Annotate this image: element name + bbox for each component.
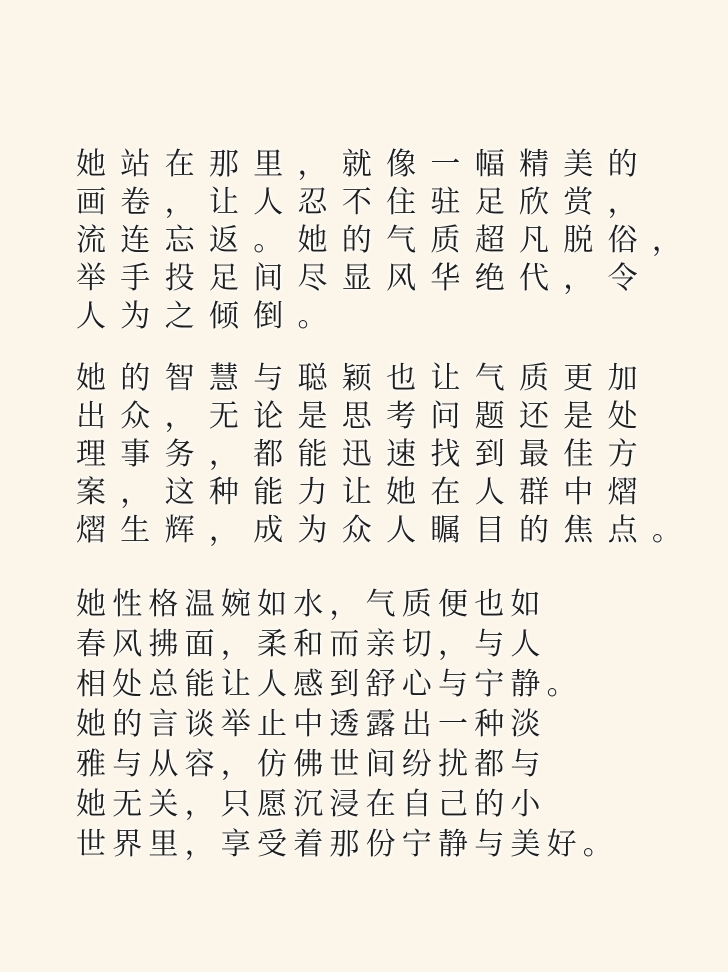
text-line: 案，这种能力让她在人群中熠	[76, 475, 652, 510]
text-line: 相处总能让人感到舒心与宁静。	[76, 667, 583, 702]
text-line: 画卷，让人忍不住驻足欣赏，	[76, 185, 652, 220]
text-line: 熠生辉，成为众人瞩目的焦点。	[76, 513, 697, 548]
corner-watermark-mark	[700, 960, 720, 966]
text-line: 举手投足间尽显风华绝代，令	[76, 261, 652, 296]
text-line: 她无关，只愿沉浸在自己的小	[76, 787, 547, 822]
text-line: 她的智慧与聪颖也让气质更加	[76, 361, 652, 396]
text-line: 世界里，享受着那份宁静与美好。	[76, 827, 619, 862]
text-line: 春风拂面，柔和而亲切，与人	[76, 627, 547, 662]
text-line: 雅与从容，仿佛世间纷扰都与	[76, 747, 547, 782]
text-line: 出众，无论是思考问题还是处	[76, 399, 652, 434]
text-line: 她站在那里，就像一幅精美的	[76, 147, 652, 182]
text-line: 流连忘返。她的气质超凡脱俗，	[76, 223, 697, 258]
text-line: 人为之倾倒。	[76, 299, 342, 334]
text-line: 理事务，都能迅速找到最佳方	[76, 437, 652, 472]
text-line: 她的言谈举止中透露出一种淡	[76, 707, 547, 742]
text-line: 她性格温婉如水，气质便也如	[76, 587, 547, 622]
